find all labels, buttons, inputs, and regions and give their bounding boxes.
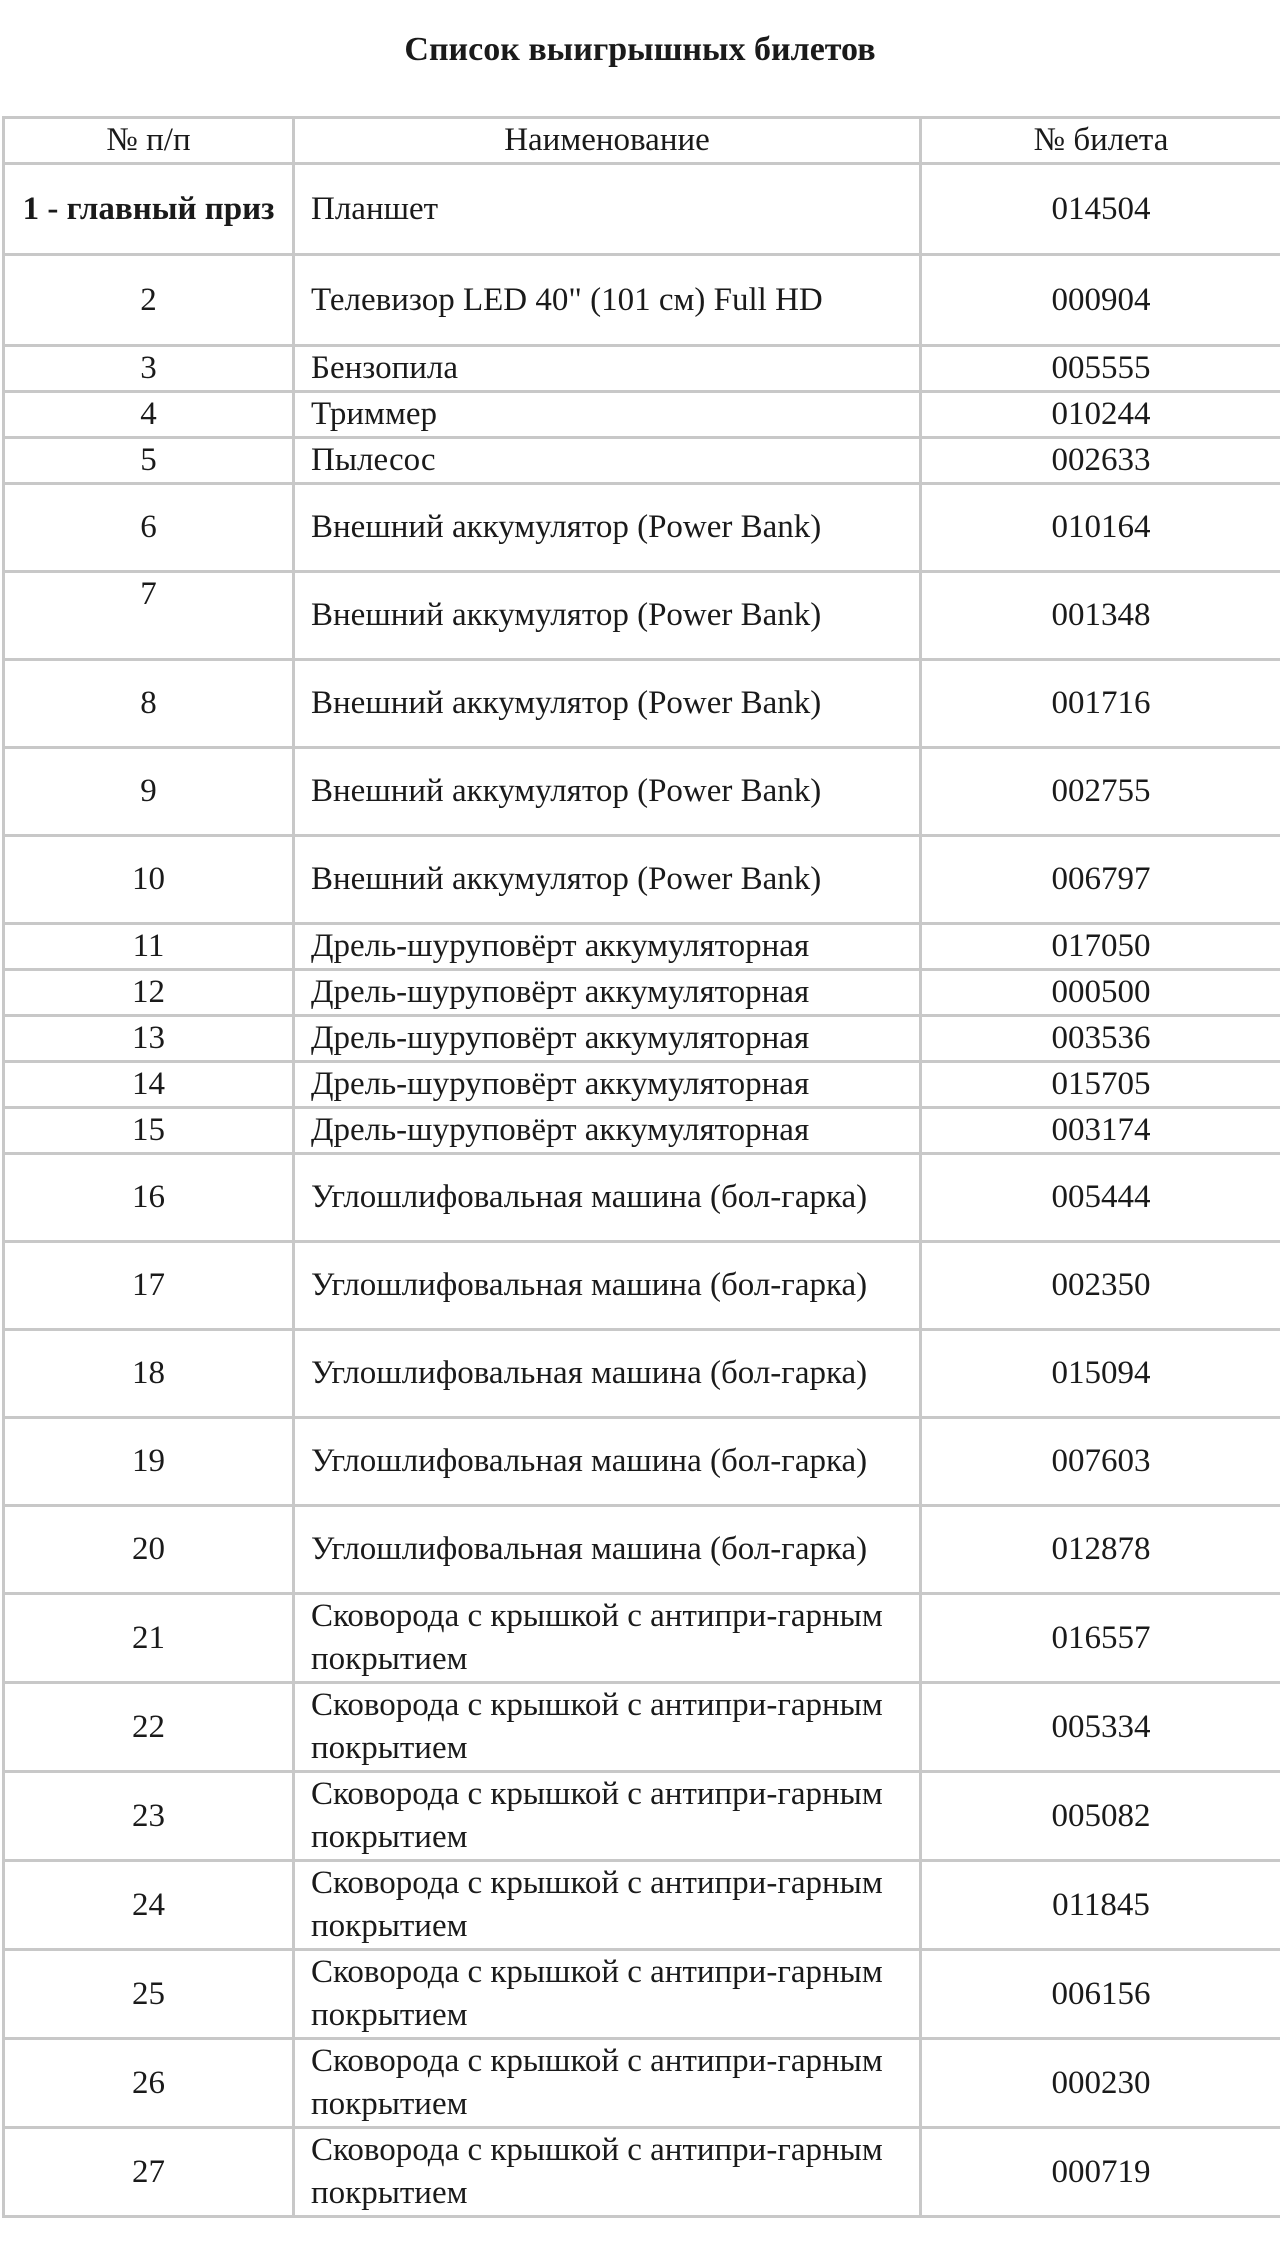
row-number: 11 [4,924,294,970]
header-number: № п/п [4,118,294,164]
table-row [4,484,1280,572]
ticket-number: 003536 [921,1016,1280,1062]
prize-name: Дрель-шуруповёрт аккумуляторная [294,1062,921,1108]
prize-name: Триммер [294,392,921,438]
table-row [4,1861,1280,1950]
ticket-number: 000230 [921,2039,1280,2128]
prize-name: Углошлифовальная машина (бол-гарка) [294,1418,921,1506]
prize-name: Сковорода с крышкой с антипри-гарным покрытием [294,1594,921,1683]
table-row [4,164,1280,255]
row-number: 23 [4,1772,294,1861]
prize-name: Дрель-шуруповёрт аккумуляторная [294,924,921,970]
table-row [4,2128,1280,2217]
prize-name: Внешний аккумулятор (Power Bank) [294,748,921,836]
table-row [4,1950,1280,2039]
prize-name: Внешний аккумулятор (Power Bank) [294,836,921,924]
table-row [4,748,1280,836]
table-row [4,1683,1280,1772]
header-ticket: № билета [921,118,1280,164]
table-row [4,346,1280,392]
row-number: 5 [4,438,294,484]
row-number: 10 [4,836,294,924]
row-number: 9 [4,748,294,836]
prize-name: Пылесос [294,438,921,484]
row-number: 26 [4,2039,294,2128]
ticket-number: 010244 [921,392,1280,438]
ticket-number: 005555 [921,346,1280,392]
ticket-number: 005444 [921,1154,1280,1242]
row-number: 1 - главный приз [4,164,294,255]
row-number: 27 [4,2128,294,2217]
ticket-number: 005082 [921,1772,1280,1861]
prize-name: Бензопила [294,346,921,392]
ticket-number: 002350 [921,1242,1280,1330]
ticket-number: 003174 [921,1108,1280,1154]
prize-name: Внешний аккумулятор (Power Bank) [294,484,921,572]
prize-name: Дрель-шуруповёрт аккумуляторная [294,970,921,1016]
prize-name: Сковорода с крышкой с антипри-гарным покрытием [294,2128,921,2217]
prize-name: Углошлифовальная машина (бол-гарка) [294,1242,921,1330]
winning-tickets-table [2,116,1280,2218]
ticket-number: 012878 [921,1506,1280,1594]
row-number: 6 [4,484,294,572]
prize-name: Углошлифовальная машина (бол-гарка) [294,1506,921,1594]
prize-name: Внешний аккумулятор (Power Bank) [294,572,921,660]
ticket-number: 017050 [921,924,1280,970]
ticket-number: 006797 [921,836,1280,924]
table-row [4,1062,1280,1108]
prize-name: Сковорода с крышкой с антипри-гарным покрытием [294,1861,921,1950]
ticket-number: 000904 [921,255,1280,346]
ticket-number: 001716 [921,660,1280,748]
table-row [4,970,1280,1016]
prize-name: Сковорода с крышкой с антипри-гарным покрытием [294,1950,921,2039]
ticket-number: 002633 [921,438,1280,484]
prize-name: Сковорода с крышкой с антипри-гарным покрытием [294,1772,921,1861]
row-number: 20 [4,1506,294,1594]
ticket-number: 007603 [921,1418,1280,1506]
table-row [4,1418,1280,1506]
prize-name: Телевизор LED 40" (101 см) Full HD [294,255,921,346]
ticket-number: 006156 [921,1950,1280,2039]
table-row [4,572,1280,660]
prize-name: Сковорода с крышкой с антипри-гарным покрытием [294,1683,921,1772]
ticket-number: 014504 [921,164,1280,255]
row-number: 16 [4,1154,294,1242]
table-row [4,255,1280,346]
table-row [4,836,1280,924]
row-number: 12 [4,970,294,1016]
row-number: 3 [4,346,294,392]
row-number: 7 [4,572,294,660]
ticket-number: 002755 [921,748,1280,836]
row-number: 18 [4,1330,294,1418]
table-row [4,1242,1280,1330]
row-number: 22 [4,1683,294,1772]
table-row [4,660,1280,748]
table-row [4,1594,1280,1683]
row-number: 15 [4,1108,294,1154]
prize-name: Сковорода с крышкой с антипри-гарным покрытием [294,2039,921,2128]
row-number: 24 [4,1861,294,1950]
table-row [4,392,1280,438]
document-title: Список выигрышных билетов [404,31,876,68]
table-header-row [4,118,1280,164]
row-number: 8 [4,660,294,748]
row-number: 4 [4,392,294,438]
prize-name: Дрель-шуруповёрт аккумуляторная [294,1108,921,1154]
ticket-number: 000500 [921,970,1280,1016]
row-number: 19 [4,1418,294,1506]
prize-name: Дрель-шуруповёрт аккумуляторная [294,1016,921,1062]
ticket-number: 000719 [921,2128,1280,2217]
row-number: 21 [4,1594,294,1683]
row-number: 17 [4,1242,294,1330]
ticket-number: 001348 [921,572,1280,660]
table-row [4,1108,1280,1154]
ticket-number: 011845 [921,1861,1280,1950]
ticket-number: 010164 [921,484,1280,572]
table-row [4,1016,1280,1062]
ticket-number: 005334 [921,1683,1280,1772]
table-row [4,1506,1280,1594]
row-number: 2 [4,255,294,346]
prize-name: Углошлифовальная машина (бол-гарка) [294,1154,921,1242]
prize-name: Внешний аккумулятор (Power Bank) [294,660,921,748]
ticket-number: 015094 [921,1330,1280,1418]
row-number: 14 [4,1062,294,1108]
prize-name: Планшет [294,164,921,255]
ticket-number: 016557 [921,1594,1280,1683]
table-row [4,924,1280,970]
ticket-number: 015705 [921,1062,1280,1108]
header-name: Наименование [294,118,921,164]
table-row [4,1330,1280,1418]
table-row [4,2039,1280,2128]
table-row [4,1154,1280,1242]
prize-name: Углошлифовальная машина (бол-гарка) [294,1330,921,1418]
table-row [4,438,1280,484]
table-row [4,1772,1280,1861]
row-number: 13 [4,1016,294,1062]
row-number: 25 [4,1950,294,2039]
